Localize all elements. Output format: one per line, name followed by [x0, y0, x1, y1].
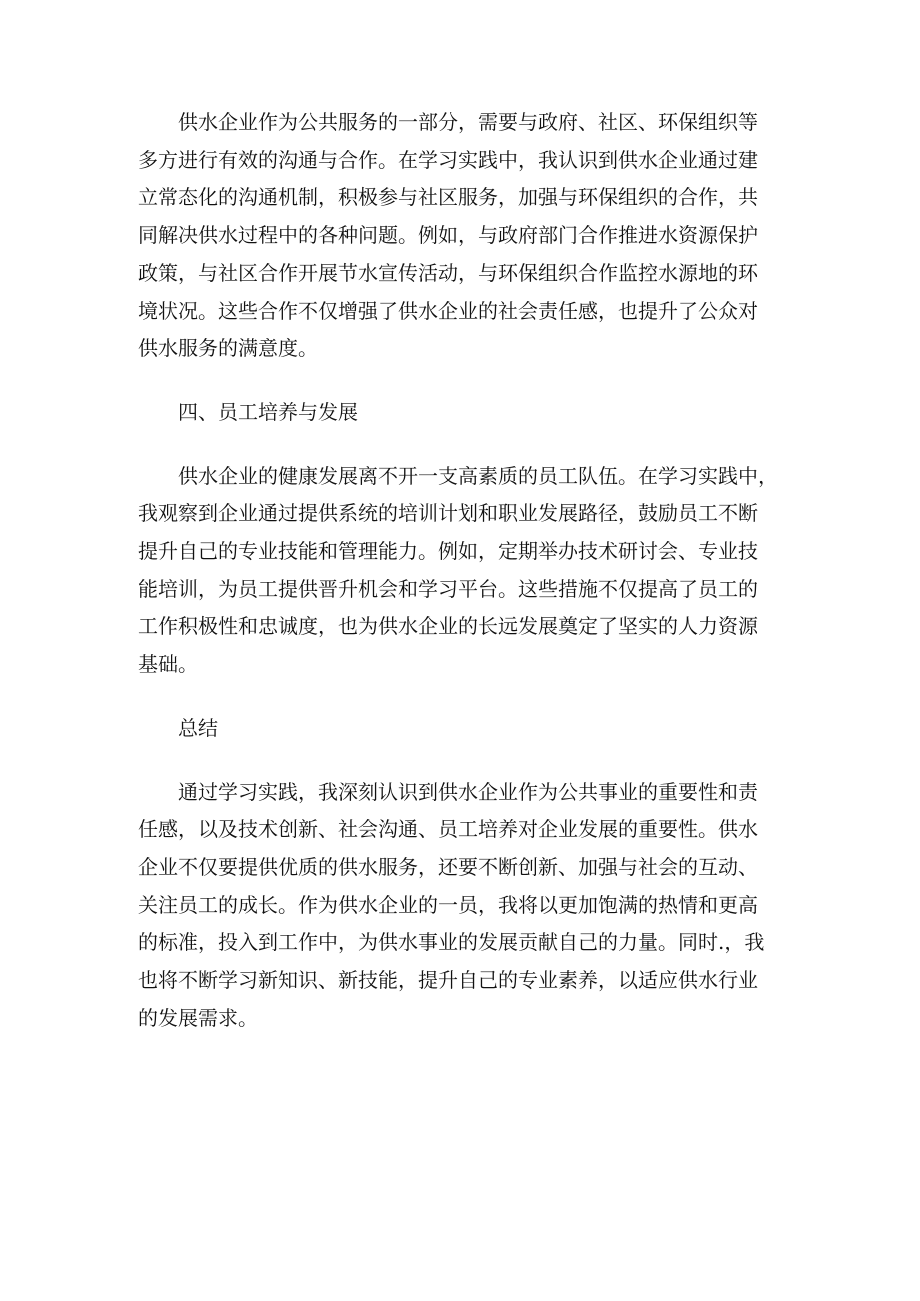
text-line: 多方进行有效的沟通与合作。在学习实践中，我认识到供水企业通过建	[138, 147, 758, 172]
text-line: 立常态化的沟通机制，积极参与社区服务，加强与环保组织的合作，共	[138, 185, 758, 210]
paragraph-staff-development	[138, 458, 778, 684]
text-line: 也将不断学习新知识、新技能，提升自己的专业素养，以适应供水行业	[138, 968, 758, 993]
text-line: 供水企业的健康发展离不开一支高素质的员工队伍。在学习实践中，	[178, 463, 778, 488]
text-line: 供水服务的满意度。	[138, 336, 318, 361]
text-line: 的标准，投入到工作中，为供水事业的发展贡献自己的力量。同时.，我	[138, 930, 765, 955]
paragraph-summary	[138, 774, 778, 1038]
section-heading-staff-development: 四、员工培养与发展	[178, 399, 358, 424]
text-line: 通过学习实践，我深刻认识到供水企业作为公共事业的重要性和责	[178, 779, 758, 804]
document-body	[138, 104, 778, 1037]
text-line: 基础。	[138, 652, 198, 677]
text-line: 境状况。这些合作不仅增强了供水企业的社会责任感，也提升了公众对	[138, 298, 758, 323]
text-line: 的发展需求。	[138, 1005, 258, 1030]
text-line: 关注员工的成长。作为供水企业的一员，我将以更加饱满的热情和更高	[138, 892, 758, 917]
paragraph-cooperation	[138, 104, 778, 368]
text-line: 政策，与社区合作开展节水宣传活动，与环保组织合作监控水源地的环	[138, 260, 758, 285]
text-line: 能培训，为员工提供晋升机会和学习平台。这些措施不仅提高了员工的	[138, 576, 758, 601]
text-line: 同解决供水过程中的各种问题。例如，与政府部门合作推进水资源保护	[138, 223, 758, 248]
text-line: 提升自己的专业技能和管理能力。例如，定期举办技术研讨会、专业技	[138, 539, 758, 564]
text-line: 工作积极性和忠诚度，也为供水企业的长远发展奠定了坚实的人力资源	[138, 614, 758, 639]
text-line: 供水企业作为公共服务的一部分，需要与政府、社区、环保组织等	[178, 110, 758, 134]
text-line: 企业不仅要提供优质的供水服务，还要不断创新、加强与社会的互动、	[138, 854, 758, 879]
section-heading-summary: 总结	[178, 715, 218, 740]
text-line: 我观察到企业通过提供系统的培训计划和职业发展路径，鼓励员工不断	[138, 501, 758, 526]
text-line: 任感，以及技术创新、社会沟通、员工培养对企业发展的重要性。供水	[138, 817, 758, 842]
